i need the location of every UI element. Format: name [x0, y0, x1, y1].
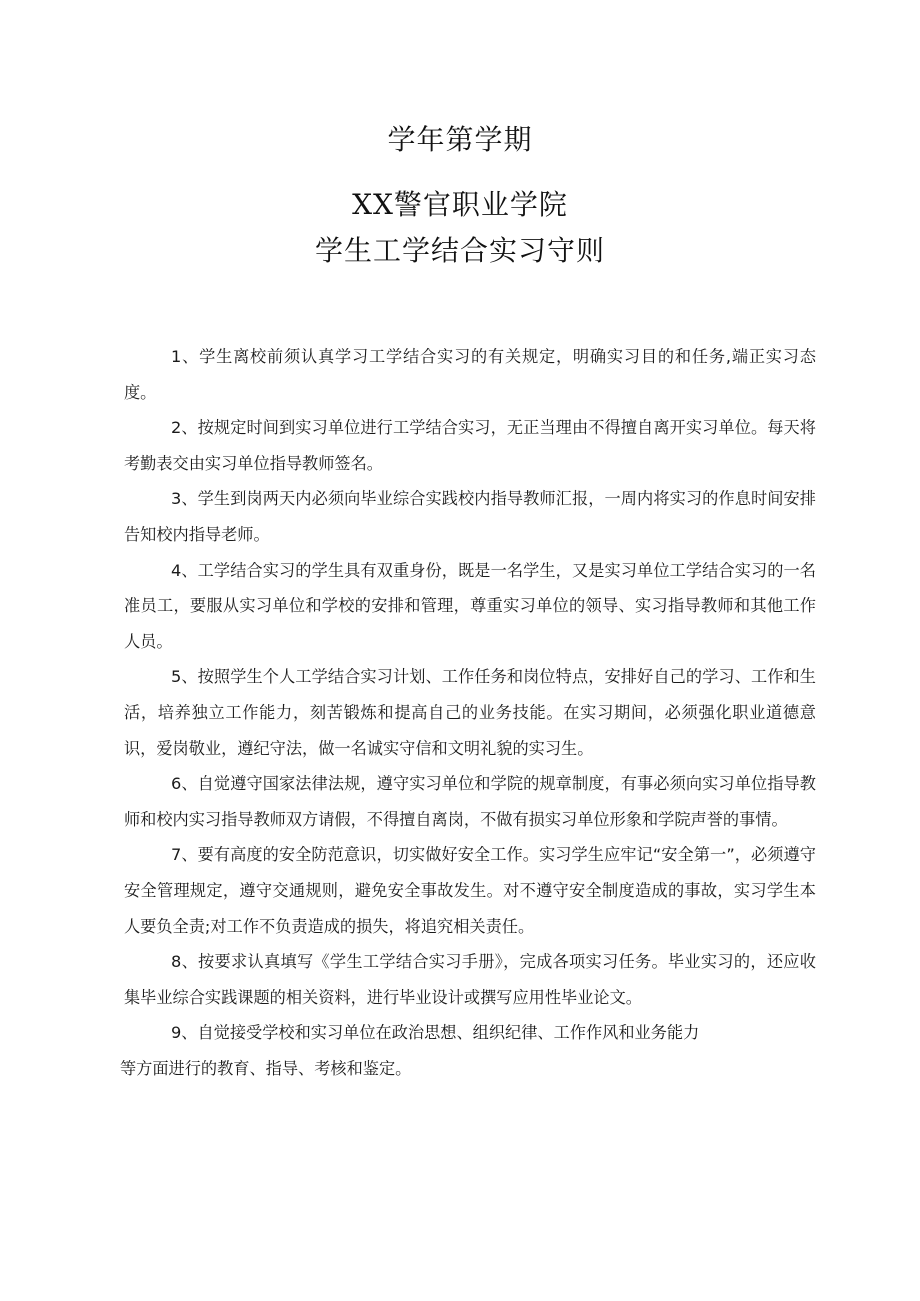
- rule-number: 3、: [170, 489, 198, 509]
- rule-text: 按规定时间到实习单位进行工学结合实习，无正当理由不得擅自离开实习单位。每天将考勤表交由实习单位指导教师签名。: [124, 418, 816, 473]
- rule-text: 按要求认真填写《学生工学结合实习手册》，完成各项实习任务。毕业实习的，还应收集毕业综合实践课题的相关资料，进行毕业设计或撰写应用性毕业论文。: [124, 952, 816, 1007]
- rule-item: [124, 944, 816, 1015]
- rule-text: 自觉遵守国家法律法规，遵守实习单位和学院的规章制度，有事必须向实习单位指导教师和校内实习指导教师双方请假，不得擅自离岗，不做有损实习单位形象和学院声誉的事情。: [124, 774, 816, 829]
- rule-item: [124, 766, 816, 837]
- rule-first-line: [124, 1015, 816, 1051]
- rule-number: 8、: [170, 952, 199, 972]
- rule-number: 9、: [170, 1023, 198, 1043]
- rule-number: 4、: [170, 560, 198, 580]
- document-title: 学生工学结合实习守则: [314, 234, 605, 267]
- rule-text: 工学结合实习的学生具有双重身份，既是一名学生，又是实习单位工学结合实习的一名准员工，要服从实习单位和学校的安排和管理，尊重实习单位的领导、实习指导教师和其他工作人员。: [124, 560, 816, 651]
- rule-item: [124, 553, 816, 660]
- rule-text: 学生离校前须认真学习工学结合实习的有关规定，明确实习目的和任务,端正实习态度。: [124, 347, 816, 402]
- rule-item: [124, 837, 816, 944]
- semester-heading: 学年第学期: [387, 123, 533, 156]
- rule-text: 学生到岗两天内必须向毕业综合实践校内指导教师汇报，一周内将实习的作息时间安排告知校内指导老师。: [124, 489, 816, 544]
- rule-text: 自觉接受学校和实习单位在政治思想、组织纪律、工作作风和业务能力: [197, 1023, 700, 1043]
- rule-number: 5、: [170, 667, 198, 687]
- rule-item: [124, 410, 816, 481]
- rule-number: 1、: [170, 347, 200, 366]
- rule-item: [124, 481, 816, 552]
- rule-item: [124, 659, 816, 766]
- institution-heading: XX警官职业学院: [352, 188, 568, 221]
- rule-number: 7、: [170, 845, 198, 865]
- rules-list: [120, 339, 816, 1086]
- rule-item: [124, 339, 816, 410]
- rule-number: 2、: [170, 418, 198, 438]
- rule-text: 按照学生个人工学结合实习计划、工作任务和岗位特点，安排好自己的学习、工作和生活，培养独立工作能力，刻苦锻炼和提高自己的业务技能。在实习期间，必须强化职业道德意识，爱岗敬业，遵纪守法，做一名诚实守信和文明礼貌的实习生。: [124, 667, 816, 758]
- rule-continuation: 等方面进行的教育、指导、考核和鉴定。: [120, 1058, 412, 1078]
- rule-item: [120, 1015, 816, 1086]
- rule-text: 要有高度的安全防范意识，切实做好安全工作。实习学生应牢记“安全第一”，必须遵守安全管理规定，遵守交通规则，避免安全事故发生。对不遵守安全制度造成的事故，实习学生本人要负全责;对工作不负责造成的损失，将追究相关责任。: [124, 845, 816, 936]
- rule-number: 6、: [170, 774, 198, 794]
